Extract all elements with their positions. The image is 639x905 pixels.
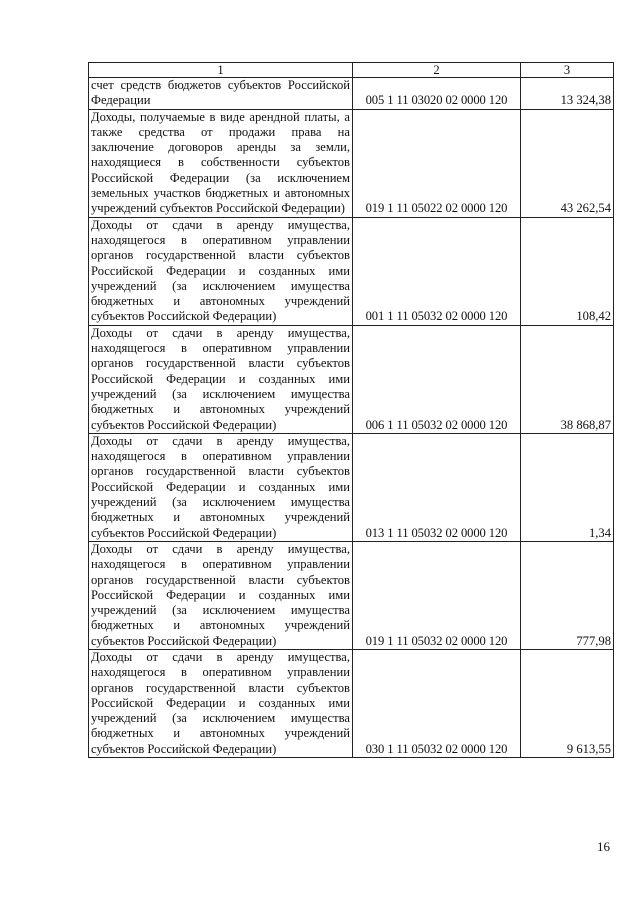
page-number: 16 xyxy=(597,839,610,854)
row-code: 006 1 11 05032 02 0000 120 xyxy=(353,325,521,433)
row-description: Доходы от сдачи в аренду имущества, находящегося в оперативном управлении органов государственной власти субъектов Российской Федерации и созданных ими учреждений (за исключением имущества бюджетных и автономных учреждений субъектов Российской Федерации) xyxy=(89,541,353,649)
row-description: Доходы, получаемые в виде арендной платы, а также средства от продажи права на заключение договоров аренды за земли, находящиеся в собственности субъектов Российской Федерации (за исключением земельных участков бюджетных и автономных учреждений субъектов Российской Федерации) xyxy=(89,109,353,217)
row-description: счет средств бюджетов субъектов Российской Федерации xyxy=(89,78,353,110)
table-row xyxy=(89,541,614,649)
row-amount: 38 868,87 xyxy=(521,325,614,433)
row-code: 013 1 11 05032 02 0000 120 xyxy=(353,433,521,541)
row-code: 030 1 11 05032 02 0000 120 xyxy=(353,649,521,757)
row-description: Доходы от сдачи в аренду имущества, находящегося в оперативном управлении органов государственной власти субъектов Российской Федерации и созданных ими учреждений (за исключением имущества бюджетных и автономных учреждений субъектов Российской Федерации) xyxy=(89,649,353,757)
revenue-table xyxy=(88,62,614,758)
column-header-2: 2 xyxy=(353,63,521,78)
row-code: 001 1 11 05032 02 0000 120 xyxy=(353,217,521,325)
table-row xyxy=(89,325,614,433)
table-row xyxy=(89,78,614,110)
table-row xyxy=(89,433,614,541)
row-description: Доходы от сдачи в аренду имущества, находящегося в оперативном управлении органов государственной власти субъектов Российской Федерации и созданных ими учреждений (за исключением имущества бюджетных и автономных учреждений субъектов Российской Федерации) xyxy=(89,217,353,325)
column-header-3: 3 xyxy=(521,63,614,78)
row-code: 019 1 11 05022 02 0000 120 xyxy=(353,109,521,217)
row-amount: 777,98 xyxy=(521,541,614,649)
row-amount: 1,34 xyxy=(521,433,614,541)
header-row xyxy=(89,63,614,78)
table-row xyxy=(89,109,614,217)
row-description: Доходы от сдачи в аренду имущества, находящегося в оперативном управлении органов государственной власти субъектов Российской Федерации и созданных ими учреждений (за исключением имущества бюджетных и автономных учреждений субъектов Российской Федерации) xyxy=(89,325,353,433)
table-row xyxy=(89,649,614,757)
row-code: 005 1 11 03020 02 0000 120 xyxy=(353,78,521,110)
row-description: Доходы от сдачи в аренду имущества, находящегося в оперативном управлении органов государственной власти субъектов Российской Федерации и созданных ими учреждений (за исключением имущества бюджетных и автономных учреждений субъектов Российской Федерации) xyxy=(89,433,353,541)
row-amount: 43 262,54 xyxy=(521,109,614,217)
row-amount: 9 613,55 xyxy=(521,649,614,757)
column-header-1: 1 xyxy=(89,63,353,78)
table-row xyxy=(89,217,614,325)
row-code: 019 1 11 05032 02 0000 120 xyxy=(353,541,521,649)
row-amount: 13 324,38 xyxy=(521,78,614,110)
row-amount: 108,42 xyxy=(521,217,614,325)
